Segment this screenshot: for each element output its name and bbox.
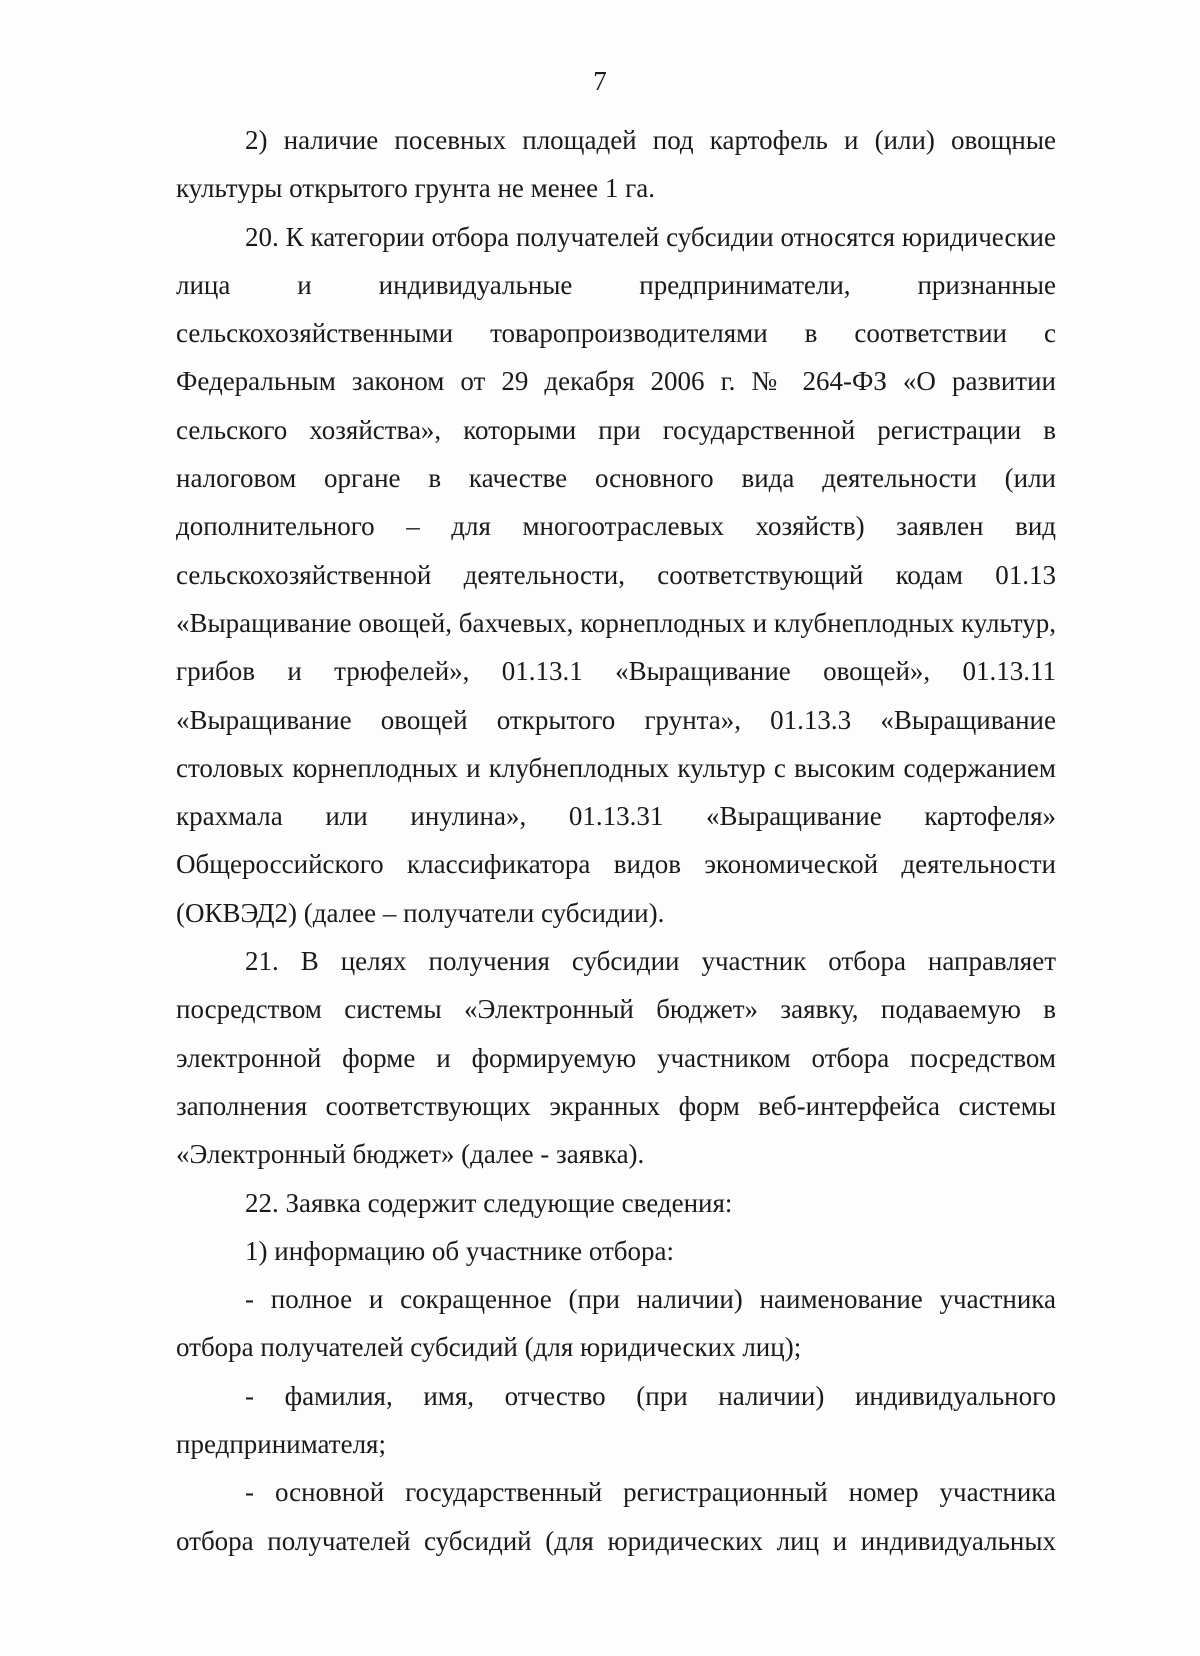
paragraph-22-application-contents: 22. Заявка содержит следующие сведения: [245,1187,733,1218]
paragraph-20-recipient-category: 20. К категории отбора получателей субсидии относятся юридические лица и индивидуальные предприниматели, признанные сельскохозяйственными товаропроизводителями в соответствии с Федеральным законом от 29 декабря 2006 г. № 264-ФЗ «О развитии сельского хозяйства», которыми при государственной регистрации в налоговом органе в качестве основного вида деятельности (или дополнительного – для многоотраслевых хозяйств) заявлен вид сельскохозяйственной деятельности, соответствующий кодам 01.13 «Выращивание овощей, бахчевых, корнеплодных и клубнеплодных культур, грибов и трюфелей», 01.13.1 «Выращивание овощей», 01.13.11 «Выращивание овощей открытого грунта», 01.13.3 «Выращивание столовых корнеплодных и клубнеплодных культур с высоким содержанием крахмала или инулина», 01.13.31 «Выращивание картофеля» Общероссийского классификатора видов экономической деятельности (ОКВЭД2) (далее – получатели субсидии). [176,221,1056,928]
list-item-full-name-legal-entity: - полное и сокращенное (при наличии) наименование участника отбора получателей субсидий (для юридических лиц); [176,1284,1056,1363]
list-item-individual-entrepreneur-name: - фамилия, имя, отчество (при наличии) индивидуального предпринимателя; [176,1380,1056,1460]
document-body [176,116,1056,1565]
list-item-participant-info: 1) информацию об участнике отбора: [245,1235,675,1266]
paragraph-planting-area: 2) наличие посевных площадей под картофель и (или) овощные культуры открытого грунта не менее 1 га. [176,125,1056,204]
page-number: 7 [593,66,607,96]
paragraph-21-application-submission: 21. В целях получения субсидии участник отбора направляет посредством системы «Электронный бюджет» заявку, подаваемую в электронной форме и формируемую участником отбора посредством заполнения соответствующих экранных форм веб-интерфейса системы «Электронный бюджет» (далее - заявка). [176,946,1056,1170]
list-item-registration-number: - основной государственный регистрационный номер участника отбора получателей субсидий (для юридических лиц и индивидуальных [176,1477,1056,1556]
